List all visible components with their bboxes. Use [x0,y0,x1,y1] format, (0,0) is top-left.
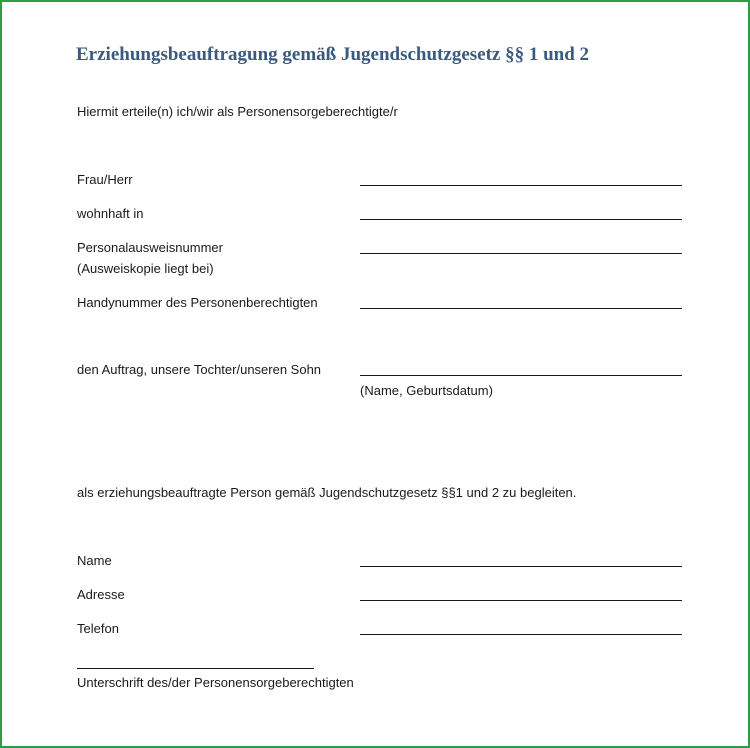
field-label-child: den Auftrag, unsere Tochter/unseren Sohn [77,362,322,377]
fill-line-mobile[interactable] [360,308,682,309]
field-hint-child: (Name, Geburtsdatum) [360,383,493,398]
fill-line-child[interactable] [360,375,682,376]
document-title: Erziehungsbeauftragung gemäß Jugendschutzgesetz §§ 1 und 2 [76,44,590,65]
fill-line-person-address[interactable] [360,600,682,601]
field-label-id-number: Personalausweisnummer [77,240,223,255]
fill-line-person-name[interactable] [360,566,682,567]
field-label-person-phone: Telefon [77,621,119,636]
fill-line-name[interactable] [360,185,682,186]
fill-line-id-number[interactable] [360,253,682,254]
field-label-residence: wohnhaft in [77,206,144,221]
field-note-id-copy: (Ausweiskopie liegt bei) [77,261,214,276]
purpose-text: als erziehungsbeauftragte Person gemäß Jugendschutzgesetz §§1 und 2 zu begleiten. [77,485,577,500]
intro-text: Hiermit erteile(n) ich/wir als Personensorgeberechtigte/r [77,104,398,119]
field-label-mobile: Handynummer des Personenberechtigten [77,295,318,310]
signature-line[interactable] [77,668,314,669]
fill-line-person-phone[interactable] [360,634,682,635]
signature-label: Unterschrift des/der Personensorgeberechtigten [77,675,354,690]
field-label-name: Frau/Herr [77,172,133,187]
fill-line-residence[interactable] [360,219,682,220]
field-label-person-address: Adresse [77,587,125,602]
field-label-person-name: Name [77,553,112,568]
